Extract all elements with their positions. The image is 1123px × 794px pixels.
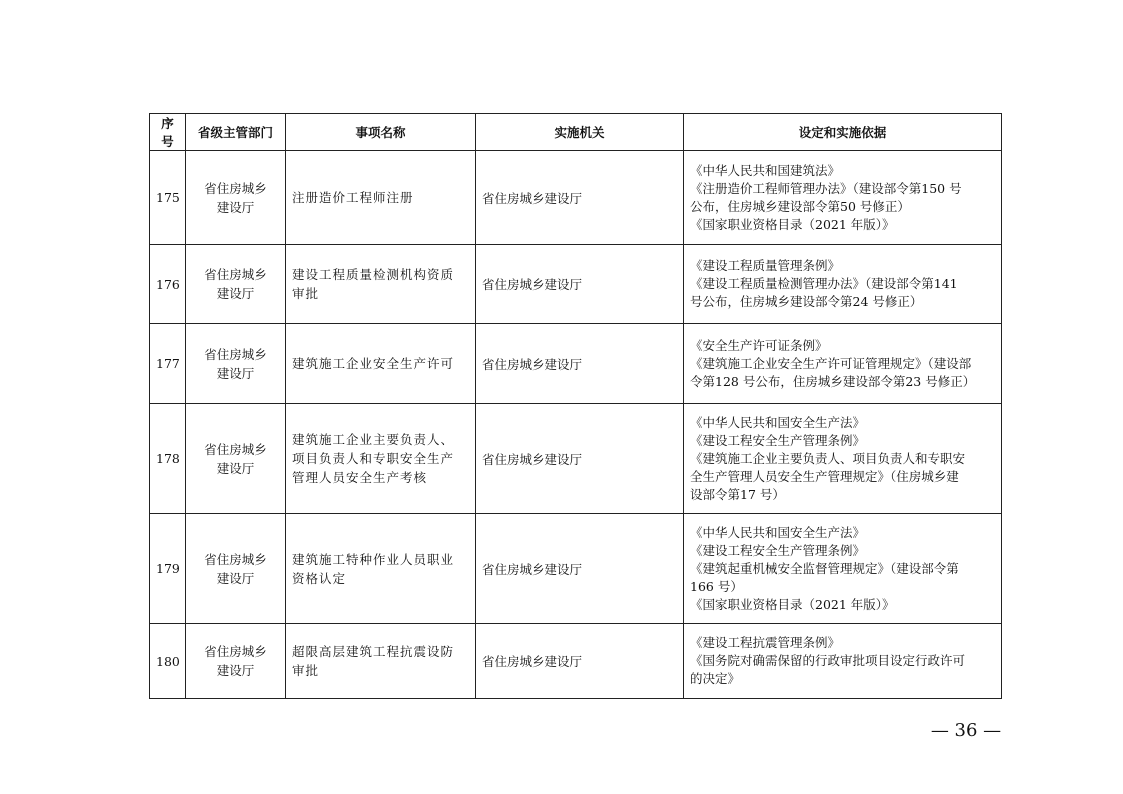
basis-line: 166 号） — [690, 578, 743, 594]
basis-line: 设部令第17 号） — [690, 486, 785, 502]
basis-line: 全生产管理人员安全生产管理规定》（住房城乡建 — [690, 468, 959, 484]
row-number: 177 — [150, 324, 186, 404]
row-basis — [684, 404, 1002, 514]
row-department — [186, 324, 286, 404]
row-department — [186, 624, 286, 699]
item-name-line: 项目负责人和专职安全生产 — [292, 451, 455, 466]
row-agency: 省住房城乡建设厅 — [476, 404, 684, 514]
item-name-line: 审批 — [292, 663, 320, 678]
table-body — [150, 151, 1002, 699]
basis-line: 令第128 号公布，住房城乡建设部令第23 号修正） — [690, 373, 976, 389]
basis-line: 号公布，住房城乡建设部令第24 号修正） — [690, 294, 923, 309]
basis-line: 《建设工程质量检测管理办法》（建设部令第141 — [690, 276, 958, 291]
header-item: 事项名称 — [286, 114, 476, 151]
row-item-name — [286, 404, 476, 514]
department-line: 省住房城乡 — [204, 180, 267, 196]
table-row — [150, 245, 1002, 324]
basis-line: 公布，住房城乡建设部令第50 号修正） — [690, 198, 910, 214]
row-item-name — [286, 324, 476, 404]
row-department — [186, 245, 286, 324]
row-item-name — [286, 624, 476, 699]
page-number: — 36 — — [930, 720, 1002, 741]
row-agency: 省住房城乡建设厅 — [476, 245, 684, 324]
basis-line: 《安全生产许可证条例》 — [690, 337, 828, 353]
department-line: 建设厅 — [216, 570, 255, 586]
row-basis — [684, 624, 1002, 699]
item-name-line: 建筑施工企业安全生产许可 — [292, 356, 455, 371]
header-basis: 设定和实施依据 — [684, 114, 1002, 151]
row-number: 175 — [150, 151, 186, 245]
department-line: 省住房城乡 — [204, 441, 267, 457]
row-item-name — [286, 245, 476, 324]
department-line: 省住房城乡 — [204, 551, 267, 567]
row-department — [186, 404, 286, 514]
row-agency: 省住房城乡建设厅 — [476, 624, 684, 699]
item-name-line: 建设工程质量检测机构资质 — [292, 267, 455, 282]
item-name-line: 建筑施工企业主要负责人、 — [292, 432, 455, 447]
row-department — [186, 514, 286, 624]
item-name-line: 管理人员安全生产考核 — [292, 470, 428, 485]
basis-line: 《建设工程安全生产管理条例》 — [690, 542, 866, 558]
row-department — [186, 151, 286, 245]
basis-line: 《注册造价工程师管理办法》（建设部令第150 号 — [690, 180, 962, 196]
department-line: 建设厅 — [216, 460, 255, 476]
row-agency: 省住房城乡建设厅 — [476, 324, 684, 404]
header-dept: 省级主管部门 — [186, 114, 286, 151]
row-item-name — [286, 514, 476, 624]
table-header-row — [150, 114, 1002, 151]
basis-line: 《中华人民共和国安全生产法》 — [690, 524, 866, 540]
department-line: 省住房城乡 — [204, 346, 267, 362]
row-agency: 省住房城乡建设厅 — [476, 151, 684, 245]
basis-line: 《建筑施工企业安全生产许可证管理规定》（建设部 — [690, 355, 972, 371]
item-name-line: 审批 — [292, 286, 320, 301]
row-basis — [684, 151, 1002, 245]
department-line: 省住房城乡 — [204, 267, 267, 282]
table-row — [150, 404, 1002, 514]
department-line: 建设厅 — [216, 286, 255, 301]
basis-line: 的决定》 — [690, 671, 741, 686]
table-row — [150, 624, 1002, 699]
row-number: 179 — [150, 514, 186, 624]
row-number: 176 — [150, 245, 186, 324]
department-line: 建设厅 — [216, 663, 255, 678]
basis-line: 《中华人民共和国建筑法》 — [690, 162, 841, 178]
item-name-line: 资格认定 — [292, 570, 347, 586]
department-line: 建设厅 — [216, 199, 255, 215]
basis-line: 《国家职业资格目录（2021 年版）》 — [690, 596, 895, 612]
row-number: 180 — [150, 624, 186, 699]
table-row — [150, 514, 1002, 624]
row-item-name — [286, 151, 476, 245]
basis-line: 《建筑施工企业主要负责人、项目负责人和专职安 — [690, 450, 966, 466]
basis-line: 《国家职业资格目录（2021 年版）》 — [690, 216, 895, 232]
item-name-line: 超限高层建筑工程抗震设防 — [292, 644, 455, 659]
item-name-line: 建筑施工特种作业人员职业 — [292, 551, 455, 567]
row-basis — [684, 514, 1002, 624]
basis-line: 《建筑起重机械安全监督管理规定》（建设部令第 — [690, 560, 959, 576]
row-agency: 省住房城乡建设厅 — [476, 514, 684, 624]
basis-line: 《中华人民共和国安全生产法》 — [690, 414, 866, 430]
basis-line: 《建设工程质量管理条例》 — [690, 258, 841, 273]
items-table — [149, 113, 1002, 699]
department-line: 建设厅 — [216, 365, 255, 381]
row-basis — [684, 245, 1002, 324]
row-number: 178 — [150, 404, 186, 514]
basis-line: 《国务院对确需保留的行政审批项目设定行政许可 — [690, 653, 966, 668]
header-num: 序号 — [150, 114, 186, 151]
header-agency: 实施机关 — [476, 114, 684, 151]
table-row — [150, 324, 1002, 404]
basis-line: 《建设工程抗震管理条例》 — [690, 635, 841, 650]
row-basis — [684, 324, 1002, 404]
department-line: 省住房城乡 — [204, 644, 267, 659]
table-row — [150, 151, 1002, 245]
item-name-line: 注册造价工程师注册 — [292, 190, 414, 205]
basis-line: 《建设工程安全生产管理条例》 — [690, 432, 866, 448]
